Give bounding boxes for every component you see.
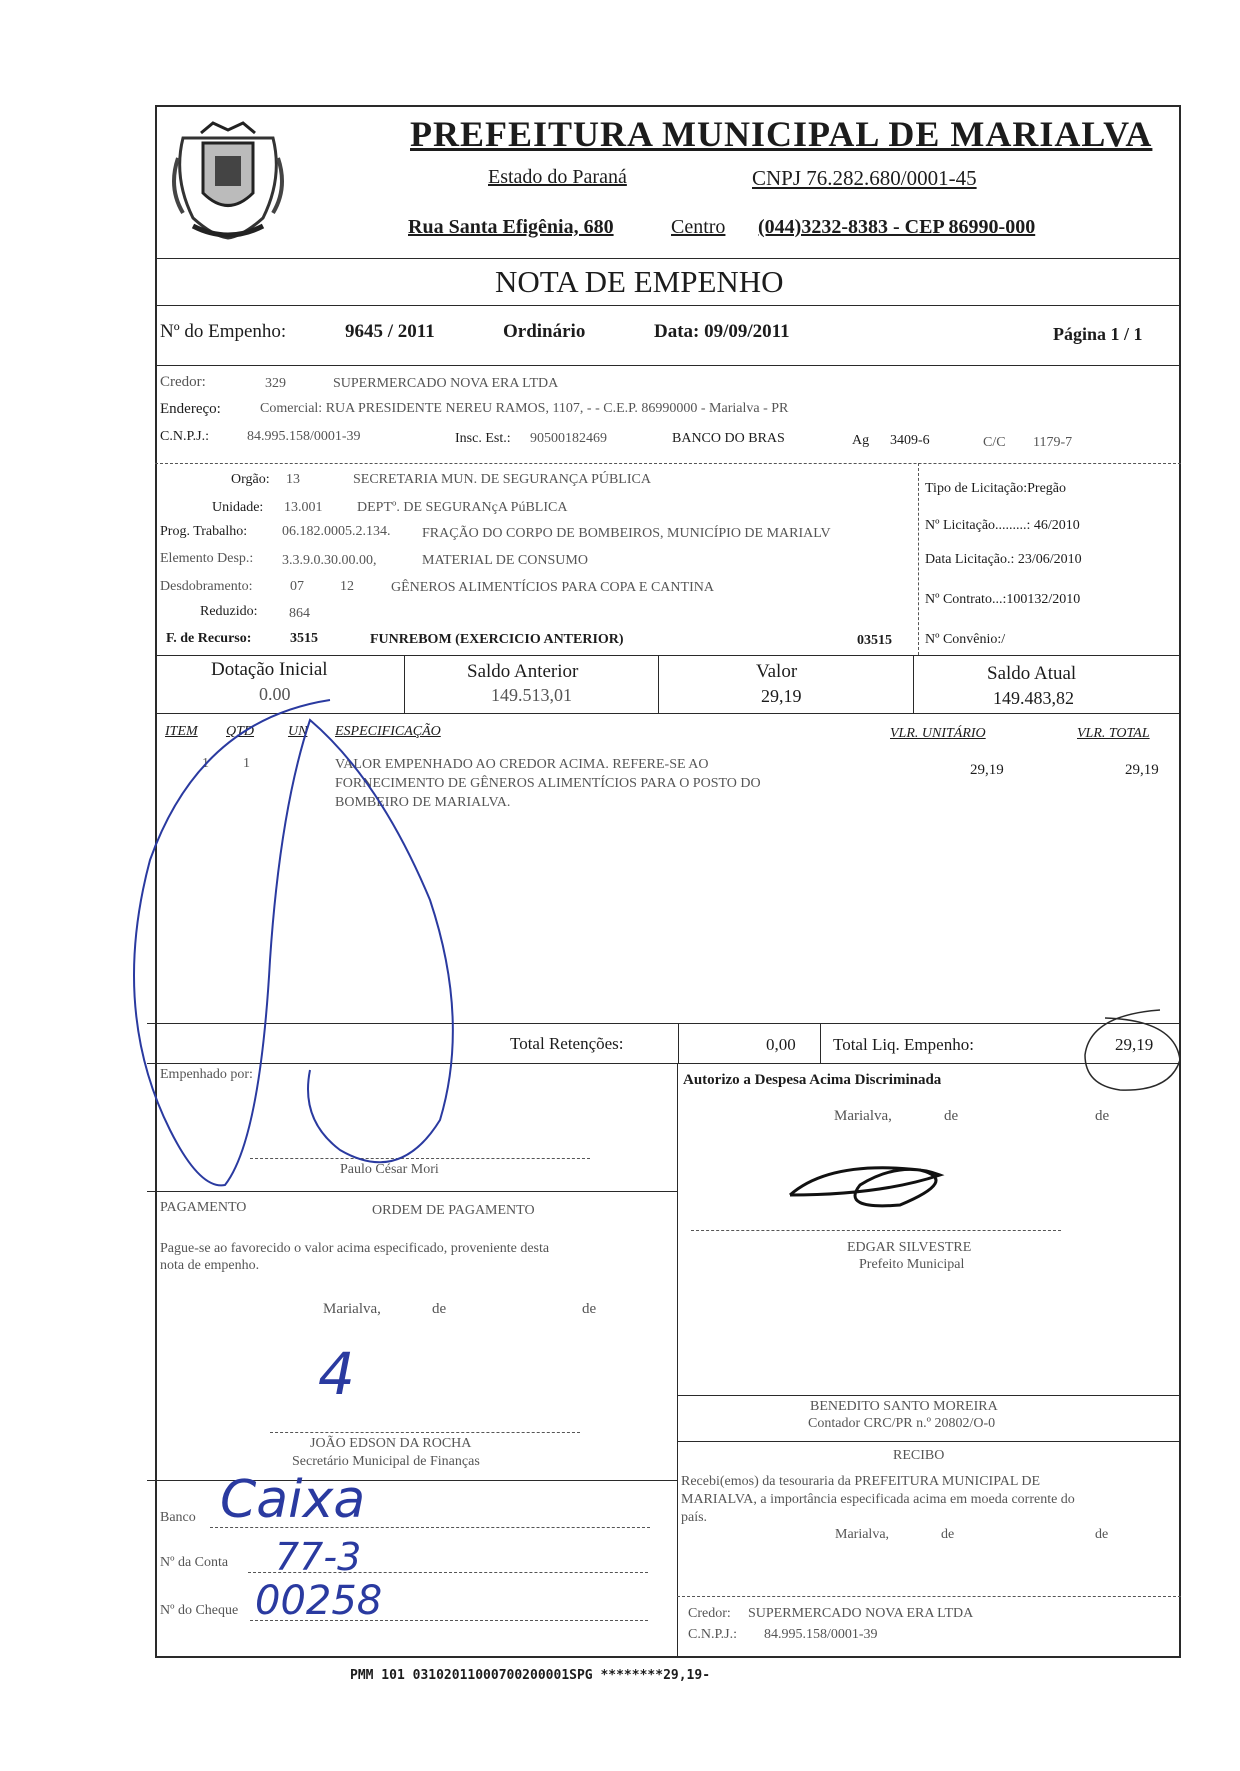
row-spec-line-3: BOMBEIRO DE MARIALVA.: [335, 795, 511, 810]
dotacao-label: Dotação Inicial: [211, 659, 328, 680]
retencoes-label: Total Retenções:: [510, 1034, 624, 1053]
street-address: Rua Santa Efigênia, 680: [408, 216, 614, 238]
empenho-type: Ordinário: [503, 321, 586, 342]
address-label: Endereço:: [160, 401, 221, 417]
cheque-handwritten: 00258: [255, 1578, 383, 1624]
recibo-place: Marialva,: [835, 1527, 890, 1542]
prefeito-name: EDGAR SILVESTRE: [847, 1240, 972, 1255]
secretario-name: JOÃO EDSON DA ROCHA: [310, 1436, 472, 1451]
prog-label: Prog. Trabalho:: [160, 524, 248, 539]
credor-ie: 90500182469: [530, 431, 607, 446]
recurso-label: F. de Recurso:: [166, 631, 252, 646]
recurso-number: 03515: [857, 633, 892, 648]
valor-value: 29,19: [761, 686, 802, 706]
footer-barcode-text: PMM 101 03102011000700200001SPG ********29,19-: [350, 1668, 711, 1683]
convenio-numero: Nº Convênio:/: [925, 632, 1006, 647]
pagamento-label: PAGAMENTO: [160, 1200, 247, 1215]
unidade-label: Unidade:: [212, 500, 264, 515]
desdobramento-name: GÊNEROS ALIMENTÍCIOS PARA COPA E CANTINA: [391, 580, 714, 595]
desdobramento-label: Desdobramento:: [160, 579, 253, 594]
empenho-number-label: Nº do Empenho:: [160, 321, 287, 342]
recibo-de-2: de: [1095, 1527, 1109, 1542]
recurso-code: 3515: [290, 631, 318, 646]
row-unit-value: 29,19: [970, 762, 1004, 778]
recibo-text-3: país.: [681, 1510, 708, 1525]
saldo-atual-value: 149.483,82: [993, 688, 1074, 708]
retencoes-value: 0,00: [766, 1035, 796, 1054]
district: Centro: [671, 216, 726, 238]
reduzido: 864: [289, 606, 310, 621]
account-label: C/C: [983, 435, 1006, 450]
credor-label: Credor:: [160, 374, 206, 390]
recibo-credor-name: SUPERMERCADO NOVA ERA LTDA: [748, 1606, 974, 1621]
autorizo-place: Marialva,: [834, 1108, 892, 1124]
saldo-anterior-value: 149.513,01: [491, 685, 572, 705]
prog-name: FRAÇÃO DO CORPO DE BOMBEIROS, MUNICÍPIO DE MARIALV: [422, 526, 831, 541]
autorizo-de-1: de: [944, 1108, 959, 1124]
prog-code: 06.182.0005.2.134.: [282, 524, 391, 539]
recibo-text-1: Recebi(emos) da tesouraria da PREFEITURA MUNICIPAL DE: [681, 1474, 1041, 1489]
liquido-value: 29,19: [1115, 1035, 1154, 1054]
licitacao-tipo: Tipo de Licitação:Pregão: [925, 481, 1067, 496]
prefeito-role: Prefeito Municipal: [859, 1257, 965, 1272]
credor-cnpj: 84.995.158/0001-39: [247, 429, 361, 444]
empenho-number: 9645 / 2011: [345, 321, 435, 342]
pagamento-text-2: nota de empenho.: [160, 1258, 260, 1273]
state-name: Estado do Paraná: [488, 166, 627, 188]
saldo-atual-label: Saldo Atual: [987, 663, 1077, 684]
institution-title: PREFEITURA MUNICIPAL DE MARIALVA: [410, 114, 1153, 154]
orgao-label: Orgão:: [231, 472, 270, 487]
elemento-name: MATERIAL DE CONSUMO: [422, 553, 588, 568]
row-spec-line-1: VALOR EMPENHADO AO CREDOR ACIMA. REFERE-SE AO: [335, 757, 709, 772]
empenho-date: Data: 09/09/2011: [654, 321, 790, 342]
contrato-numero: Nº Contrato...:100132/2010: [925, 592, 1081, 607]
agency-label: Ag: [852, 433, 870, 448]
conta-label: Nº da Conta: [160, 1555, 229, 1570]
pagamento-text-1: Pague-se ao favorecido o valor acima especificado, proveniente desta: [160, 1241, 550, 1256]
large-oval-stroke: [134, 700, 453, 1185]
cheque-label: Nº do Cheque: [160, 1603, 239, 1618]
empenhado-por-name: Paulo César Mori: [340, 1162, 439, 1177]
empenhado-por-label: Empenhado por:: [160, 1067, 253, 1082]
cnpj-label: C.N.P.J.:: [160, 429, 210, 444]
row-spec-line-2: FORNECIMENTO DE GÊNEROS ALIMENTÍCIOS PARA O POSTO DO: [335, 776, 761, 791]
row-total-value: 29,19: [1125, 762, 1159, 778]
prefeito-signature-stroke: [790, 1168, 940, 1206]
recibo-title: RECIBO: [893, 1448, 945, 1463]
pagamento-place: Marialva,: [323, 1301, 381, 1317]
recibo-credor-label: Credor:: [688, 1606, 731, 1621]
elemento-label: Elemento Desp.:: [160, 551, 254, 566]
row-qtd: 1: [243, 756, 250, 771]
saldo-anterior-label: Saldo Anterior: [467, 661, 579, 682]
valor-label: Valor: [756, 661, 798, 682]
desdobramento-code2: 12: [340, 579, 354, 594]
contador-name: BENEDITO SANTO MOREIRA: [810, 1399, 998, 1414]
account: 1179-7: [1033, 435, 1073, 450]
recibo-cnpj-label: C.N.P.J.:: [688, 1627, 738, 1642]
pagamento-de-1: de: [432, 1301, 447, 1317]
credor-name: SUPERMERCADO NOVA ERA LTDA: [333, 376, 559, 391]
qtd-header: QTD: [226, 724, 255, 739]
autorizo-title: Autorizo a Despesa Acima Discriminada: [683, 1072, 942, 1088]
credor-address: Comercial: RUA PRESIDENTE NEREU RAMOS, 1107, - - C.E.P. 86990000 - Marialva - PR: [260, 401, 789, 416]
unidade-code: 13.001: [284, 500, 323, 515]
liquido-circle-stroke: [1085, 1010, 1180, 1090]
row-item: 1: [202, 756, 209, 771]
orgao-code: 13: [286, 472, 300, 487]
phone-cep: (044)3232-8383 - CEP 86990-000: [758, 216, 1036, 238]
orgao-name: SECRETARIA MUN. DE SEGURANÇA PÚBLICA: [353, 472, 651, 487]
unidade-name: DEPTº. DE SEGURANçA PúBLICA: [357, 500, 568, 515]
vlr-unitario-header: VLR. UNITÁRIO: [890, 726, 986, 741]
banco-handwritten: Caixa: [220, 1470, 366, 1530]
conta-handwritten: 77-3: [275, 1535, 362, 1579]
ordem-pagamento-title: ORDEM DE PAGAMENTO: [372, 1203, 535, 1218]
recibo-de-1: de: [941, 1527, 955, 1542]
ie-label: Insc. Est.:: [455, 431, 511, 446]
secretario-role: Secretário Municipal de Finanças: [292, 1454, 480, 1469]
elemento-code: 3.3.9.0.30.00.00,: [282, 553, 377, 568]
licitacao-numero: Nº Licitação.........: 46/2010: [925, 518, 1080, 533]
contador-role: Contador CRC/PR n.º 20802/O-0: [808, 1416, 996, 1431]
recurso-name: FUNREBOM (EXERCICIO ANTERIOR): [370, 632, 624, 647]
page-number: Página 1 / 1: [1053, 324, 1143, 344]
desdobramento-code: 07: [290, 579, 304, 594]
dotacao-value: 0.00: [259, 684, 291, 704]
vlr-total-header: VLR. TOTAL: [1077, 726, 1150, 741]
reduzido-label: Reduzido:: [200, 604, 258, 619]
recibo-text-2: MARIALVA, a importância especificada acima em moeda corrente do: [681, 1492, 1075, 1507]
banco-label: Banco: [160, 1510, 196, 1525]
recibo-cnpj: 84.995.158/0001-39: [764, 1627, 878, 1642]
document-title: NOTA DE EMPENHO: [495, 264, 784, 299]
bank-name: BANCO DO BRAS: [672, 431, 785, 446]
institution-cnpj: CNPJ 76.282.680/0001-45: [752, 166, 977, 190]
especificacao-header: ESPECIFICAÇÃO: [335, 724, 441, 739]
un-header: UN: [288, 724, 308, 739]
pagamento-de-2: de: [582, 1301, 597, 1317]
credor-code: 329: [265, 376, 286, 391]
agency: 3409-6: [890, 433, 930, 448]
licitacao-data: Data Licitação.: 23/06/2010: [925, 552, 1082, 567]
pay-initial-handwritten: 4: [318, 1340, 355, 1408]
item-header: ITEM: [165, 724, 198, 739]
liquido-label: Total Liq. Empenho:: [833, 1035, 974, 1054]
autorizo-de-2: de: [1095, 1108, 1110, 1124]
